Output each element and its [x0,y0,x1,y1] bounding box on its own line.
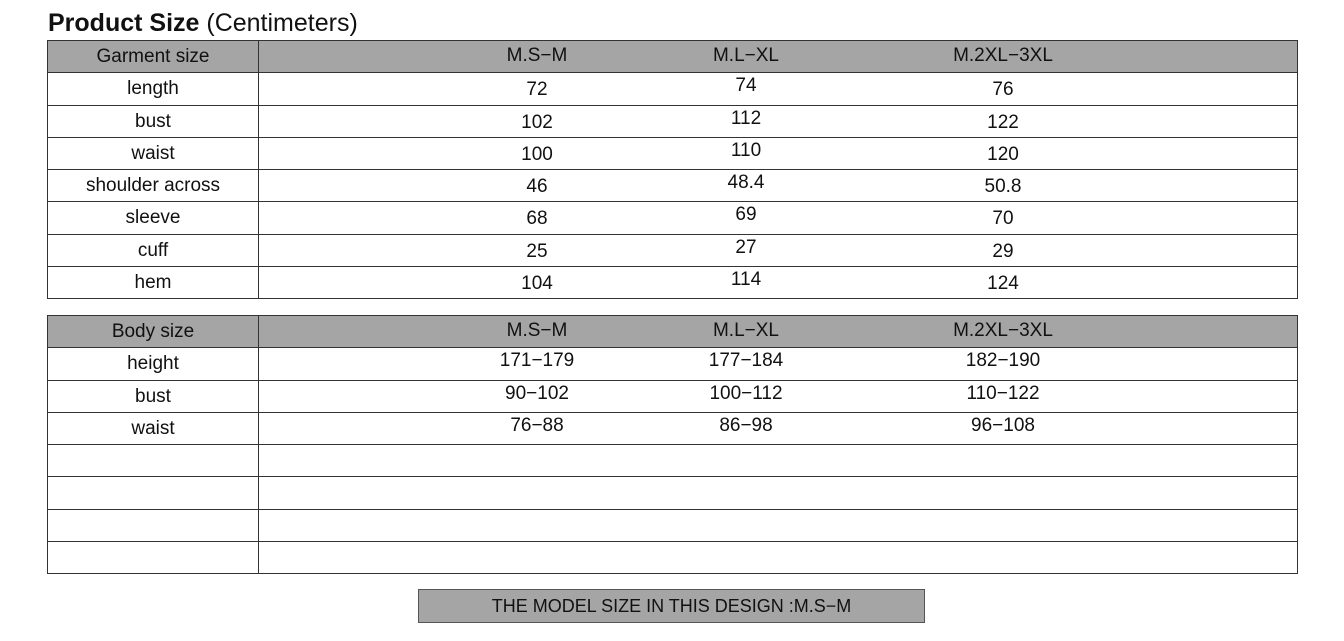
table-row [48,170,1298,202]
body-size-table [47,315,1298,574]
row-values [259,267,1298,298]
table-cell: 70 [992,208,1014,230]
row-values [259,477,1298,508]
table-cell: 48.4 [727,172,765,194]
model-size-note: THE MODEL SIZE IN THIS DESIGN :M.S−M [418,589,925,623]
table-header-row [48,41,1298,73]
table-cell: 110 [730,139,762,161]
table-cell: 29 [992,240,1014,262]
title-unit: (Centimeters) [206,9,358,37]
row-label [48,477,259,508]
row-values [259,170,1298,201]
table-row-empty [48,445,1298,477]
header-sizes [259,316,1298,347]
row-values [259,445,1298,476]
table-row [48,267,1298,299]
size-column-header: M.L−XL [712,45,779,66]
size-column-header: M.S−M [506,45,568,66]
row-label: shoulder across [48,170,259,201]
table-cell: 104 [521,273,553,295]
table-cell: 122 [987,111,1019,133]
table-cell: 124 [987,273,1019,295]
row-values [259,202,1298,233]
table-cell: 69 [735,204,757,226]
row-label [48,542,259,573]
table-cell: 171−179 [499,350,575,372]
row-values [259,73,1298,104]
row-label: waist [48,413,259,444]
table-row [48,413,1298,445]
row-label: cuff [48,235,259,266]
table-cell: 86−98 [719,414,773,436]
size-column-header: M.S−M [506,320,568,341]
row-values [259,106,1298,137]
row-label: height [48,348,259,379]
row-label: length [48,73,259,104]
table-row-empty [48,477,1298,509]
table-cell: 96−108 [971,414,1035,436]
table-row [48,138,1298,170]
header-label: Garment size [48,41,259,72]
table-cell: 112 [730,107,762,129]
row-values [259,348,1298,379]
table-row [48,73,1298,105]
table-cell: 120 [987,143,1019,165]
table-cell: 25 [526,240,548,262]
table-cell: 177−184 [708,350,784,372]
row-label: sleeve [48,202,259,233]
row-label: bust [48,106,259,137]
table-row [48,235,1298,267]
table-cell: 102 [521,111,553,133]
page-title [48,6,358,40]
table-cell: 72 [526,79,548,101]
table-cell: 110−122 [966,382,1040,404]
table-header-row [48,316,1298,348]
table-cell: 27 [735,236,757,258]
table-cell: 100−112 [709,382,783,404]
table-row [48,106,1298,138]
size-column-header: M.2XL−3XL [953,320,1053,341]
row-values [259,510,1298,541]
size-column-header: M.L−XL [712,320,779,341]
row-label: waist [48,138,259,169]
row-values [259,381,1298,412]
table-row [48,381,1298,413]
garment-size-table [47,40,1298,299]
row-values [259,235,1298,266]
table-cell: 100 [521,143,553,165]
table-cell: 50.8 [984,176,1022,198]
row-label: hem [48,267,259,298]
table-row-empty [48,542,1298,574]
table-cell: 182−190 [965,350,1041,372]
title-main: Product Size [48,9,200,37]
table-row-empty [48,510,1298,542]
table-row [48,202,1298,234]
row-values [259,413,1298,444]
table-cell: 68 [526,208,548,230]
header-sizes [259,41,1298,72]
table-row [48,348,1298,380]
row-label [48,510,259,541]
table-cell: 76 [992,79,1014,101]
row-label: bust [48,381,259,412]
table-cell: 46 [526,176,548,198]
table-cell: 114 [730,269,762,291]
table-cell: 90−102 [505,382,569,404]
table-cell: 74 [735,75,757,97]
row-label [48,445,259,476]
row-values [259,542,1298,573]
row-values [259,138,1298,169]
header-label: Body size [48,316,259,347]
table-cell: 76−88 [510,414,564,436]
size-column-header: M.2XL−3XL [953,45,1053,66]
